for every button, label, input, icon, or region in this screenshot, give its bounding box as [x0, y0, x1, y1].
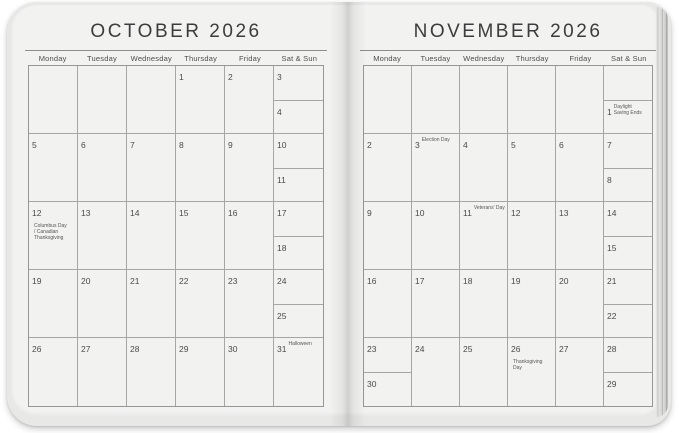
day-content — [559, 135, 602, 153]
day-cell — [274, 202, 323, 270]
day-cell — [364, 66, 412, 134]
holiday-label: Election Day — [421, 137, 450, 143]
day-content — [367, 271, 410, 289]
day-content — [607, 374, 651, 392]
day-content — [130, 271, 174, 289]
day-number: 16 — [228, 208, 238, 218]
day-number: 31 — [277, 344, 287, 354]
day-cell — [364, 134, 412, 202]
day-content — [367, 135, 410, 153]
month-title: OCTOBER 2026 — [90, 21, 262, 42]
day-content — [415, 271, 458, 289]
weekday-header: Friday — [569, 53, 592, 63]
holiday-label: Thanksgiving Day — [513, 359, 543, 371]
day-content — [367, 203, 410, 221]
day-number: 22 — [607, 310, 617, 321]
day-cell — [412, 270, 460, 338]
day-cell — [127, 270, 176, 338]
day-content — [415, 203, 458, 221]
day-cell — [460, 134, 508, 202]
day-content — [277, 306, 322, 324]
day-content — [228, 67, 272, 85]
month-grid — [363, 65, 653, 407]
day-number: 28 — [130, 344, 140, 354]
day-cell — [127, 66, 176, 134]
day-content — [415, 135, 458, 153]
day-subcell — [604, 101, 652, 133]
day-subcell — [274, 305, 323, 337]
day-number: 2 — [228, 72, 233, 82]
day-content — [277, 170, 322, 188]
day-subcell — [274, 202, 323, 237]
day-number: 18 — [463, 276, 473, 286]
day-content — [277, 102, 322, 120]
day-number: 7 — [130, 140, 135, 150]
day-cell — [176, 134, 225, 202]
day-number: 6 — [559, 140, 564, 150]
day-content — [179, 271, 223, 289]
day-subcell — [604, 134, 652, 169]
day-number: 29 — [607, 379, 617, 390]
day-number: 16 — [367, 276, 377, 286]
holiday-label: Halloween — [288, 341, 312, 347]
day-content — [130, 203, 174, 221]
day-content — [607, 238, 651, 256]
day-cell — [508, 66, 556, 134]
day-content — [607, 339, 651, 357]
day-cell — [78, 66, 127, 134]
day-cell — [460, 338, 508, 406]
day-content — [607, 170, 651, 188]
day-cell — [176, 66, 225, 134]
day-cell — [78, 202, 127, 270]
day-number: 8 — [179, 140, 184, 150]
day-content — [228, 339, 272, 357]
day-number: 6 — [81, 140, 86, 150]
day-number: 15 — [179, 208, 189, 218]
day-subcell — [274, 169, 323, 201]
day-content — [511, 271, 554, 289]
day-cell — [274, 66, 323, 134]
day-content — [130, 135, 174, 153]
day-number: 21 — [130, 276, 140, 286]
day-number: 29 — [179, 344, 189, 354]
day-content — [228, 271, 272, 289]
day-cell — [78, 270, 127, 338]
day-subcell — [604, 66, 652, 101]
weekday-header: Sat & Sun — [611, 53, 647, 63]
day-number: 14 — [130, 208, 140, 218]
day-number: 19 — [511, 276, 521, 286]
day-number: 13 — [81, 208, 91, 218]
day-content — [277, 339, 322, 357]
day-number: 23 — [367, 344, 377, 354]
day-content — [607, 135, 651, 153]
holiday-label: Columbus Day / Canadian Thanksgiving — [34, 223, 67, 241]
day-number: 27 — [559, 344, 569, 354]
day-cell — [29, 270, 78, 338]
day-cell — [604, 338, 652, 406]
weekday-header: Monday — [38, 53, 67, 63]
day-number: 11 — [463, 208, 472, 218]
day-subcell — [274, 101, 323, 133]
day-cell — [604, 134, 652, 202]
day-number: 22 — [179, 276, 189, 286]
day-cell — [556, 270, 604, 338]
month-title: NOVEMBER 2026 — [413, 21, 603, 42]
day-number: 1 — [607, 106, 612, 117]
day-number: 26 — [511, 344, 521, 354]
day-content — [511, 135, 554, 153]
day-cell — [29, 202, 78, 270]
day-number: 11 — [277, 174, 286, 185]
day-content — [607, 203, 651, 221]
day-cell — [127, 134, 176, 202]
day-content — [463, 203, 506, 221]
day-number: 10 — [415, 208, 425, 218]
day-cell — [78, 338, 127, 406]
day-content — [511, 339, 554, 375]
day-number: 25 — [277, 310, 287, 321]
day-number: 10 — [277, 140, 287, 150]
day-cell — [556, 134, 604, 202]
day-content — [463, 135, 506, 153]
weekday-header-row — [363, 51, 653, 65]
day-cell — [29, 134, 78, 202]
day-content — [511, 203, 554, 221]
weekday-header: Wednesday — [130, 53, 172, 63]
day-content — [277, 271, 322, 289]
day-subcell — [274, 237, 323, 269]
day-content — [179, 203, 223, 221]
calendar-page-november — [354, 6, 662, 420]
day-cell — [225, 66, 274, 134]
day-number: 13 — [559, 208, 569, 218]
day-subcell — [604, 338, 652, 373]
day-number: 19 — [32, 276, 42, 286]
day-content — [81, 135, 125, 153]
planner-book — [7, 2, 671, 426]
day-number: 3 — [415, 140, 420, 150]
day-cell — [604, 202, 652, 270]
day-content — [81, 339, 125, 357]
day-number: 28 — [607, 344, 617, 354]
weekday-header: Friday — [238, 53, 261, 63]
day-subcell — [604, 305, 652, 337]
day-cell — [78, 134, 127, 202]
day-cell — [127, 202, 176, 270]
day-cell — [364, 338, 412, 406]
day-cell — [412, 66, 460, 134]
day-number: 30 — [367, 379, 377, 390]
weekday-header: Tuesday — [87, 53, 117, 63]
day-cell — [364, 270, 412, 338]
day-content — [179, 135, 223, 153]
day-number: 9 — [228, 140, 233, 150]
month-grid — [28, 65, 324, 407]
day-cell — [225, 270, 274, 338]
day-content — [607, 271, 651, 289]
day-cell — [460, 270, 508, 338]
day-cell — [176, 338, 225, 406]
day-number: 8 — [607, 174, 612, 185]
day-number: 23 — [228, 276, 238, 286]
day-content — [607, 102, 651, 120]
day-cell — [604, 270, 652, 338]
day-cell — [556, 338, 604, 406]
day-number: 26 — [32, 344, 42, 354]
day-number: 25 — [463, 344, 473, 354]
day-content — [277, 238, 322, 256]
day-number: 20 — [559, 276, 569, 286]
day-number: 14 — [607, 208, 617, 218]
day-subcell — [604, 270, 652, 305]
day-content — [463, 339, 506, 357]
day-number: 24 — [415, 344, 425, 354]
day-cell — [274, 270, 323, 338]
day-content — [367, 339, 410, 357]
day-number: 4 — [463, 140, 468, 150]
day-number: 21 — [607, 276, 617, 286]
day-number: 5 — [511, 140, 516, 150]
weekday-header: Monday — [373, 53, 402, 63]
day-number: 20 — [81, 276, 91, 286]
day-content — [463, 271, 506, 289]
weekday-header: Thursday — [184, 53, 218, 63]
day-number: 24 — [277, 276, 287, 286]
day-content — [130, 339, 174, 357]
calendar-page-october — [19, 6, 333, 418]
day-content — [179, 67, 223, 85]
day-cell — [460, 202, 508, 270]
day-cell — [274, 338, 323, 406]
day-number: 4 — [277, 106, 282, 117]
day-number: 17 — [277, 208, 287, 218]
day-content — [277, 203, 322, 221]
day-content — [559, 203, 602, 221]
day-number: 18 — [277, 242, 287, 253]
day-cell — [508, 134, 556, 202]
day-cell — [412, 338, 460, 406]
day-cell — [604, 66, 652, 134]
day-subcell — [604, 169, 652, 201]
day-cell — [225, 338, 274, 406]
day-content — [32, 271, 76, 289]
day-content — [228, 203, 272, 221]
day-cell — [556, 202, 604, 270]
day-subcell — [604, 202, 652, 237]
day-content — [277, 135, 322, 153]
day-cell — [225, 202, 274, 270]
day-content — [81, 203, 125, 221]
day-content — [81, 271, 125, 289]
day-number: 1 — [179, 72, 184, 82]
day-cell — [412, 202, 460, 270]
day-cell — [412, 134, 460, 202]
day-number: 12 — [32, 208, 42, 218]
day-number: 2 — [367, 140, 372, 150]
day-subcell — [364, 373, 411, 406]
day-cell — [364, 202, 412, 270]
day-subcell — [604, 237, 652, 269]
holiday-label: Daylight Saving Ends — [613, 103, 642, 116]
day-subcell — [364, 338, 411, 373]
weekday-header: Tuesday — [420, 53, 451, 63]
day-cell — [508, 338, 556, 406]
holiday-label: Veterans' Day — [473, 205, 505, 211]
day-number: 17 — [415, 276, 425, 286]
day-subcell — [274, 270, 323, 305]
day-number: 30 — [228, 344, 238, 354]
weekday-header-row — [28, 51, 324, 65]
day-cell — [556, 66, 604, 134]
weekday-header: Thursday — [515, 53, 549, 63]
day-content — [32, 339, 76, 357]
day-subcell — [274, 66, 323, 101]
day-cell — [29, 338, 78, 406]
day-cell — [225, 134, 274, 202]
day-cell — [127, 338, 176, 406]
day-subcell — [604, 373, 652, 406]
day-number: 9 — [367, 208, 372, 218]
day-cell — [460, 66, 508, 134]
weekday-header: Sat & Sun — [281, 53, 318, 63]
day-number: 3 — [277, 72, 282, 82]
day-cell — [176, 270, 225, 338]
day-number: 5 — [32, 140, 37, 150]
day-content — [277, 67, 322, 85]
day-subcell — [274, 134, 323, 169]
day-cell — [274, 134, 323, 202]
weekday-header: Wednesday — [463, 53, 505, 63]
day-content — [559, 271, 602, 289]
day-number: 27 — [81, 344, 91, 354]
day-content — [607, 306, 651, 324]
day-number: 7 — [607, 140, 612, 150]
day-cell — [176, 202, 225, 270]
day-content — [32, 203, 76, 241]
day-content — [179, 339, 223, 357]
day-cell — [508, 202, 556, 270]
day-content — [32, 135, 76, 153]
day-cell — [29, 66, 78, 134]
day-content — [559, 339, 602, 357]
day-content — [367, 374, 410, 392]
day-number: 12 — [511, 208, 521, 218]
day-content — [415, 339, 458, 357]
day-cell — [508, 270, 556, 338]
day-content — [228, 135, 272, 153]
day-number: 15 — [607, 242, 617, 253]
